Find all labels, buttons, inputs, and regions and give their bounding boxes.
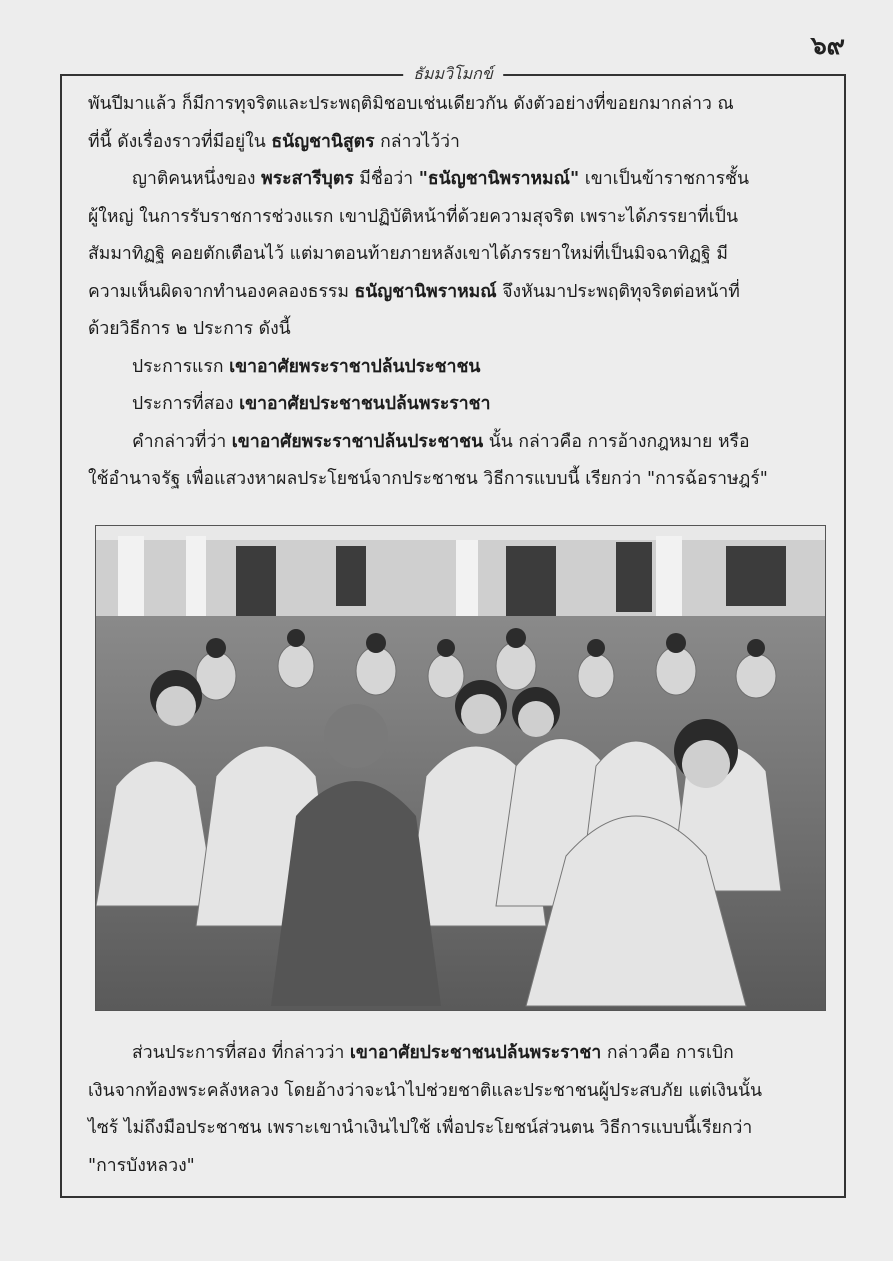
text: กล่าวคือ การเบิก — [601, 1043, 734, 1063]
text: ผู้ใหญ่ ในการรับราชการช่วงแรก เขาปฏิบัติหน้าที่ด้วยความสุจริต เพราะได้ภรรยาที่เป็น — [88, 206, 738, 227]
text: เขาเป็นข้าราชการชั้น — [579, 169, 750, 189]
text-line — [88, 236, 833, 274]
text: นั้น กล่าวคือ การอ้างกฎหมาย หรือ — [483, 431, 750, 452]
text: จึงหันมาประพฤติทุจริตต่อหน้าที่ — [496, 281, 740, 302]
text: กล่าวไว้ว่า — [374, 131, 460, 152]
text-line — [88, 424, 833, 462]
bold-text: พระสารีบุตร — [261, 169, 354, 189]
text: ส่วนประการที่สอง ที่กล่าวว่า — [132, 1043, 350, 1063]
bold-text: "ธนัญชานิพราหมณ์" — [418, 169, 580, 189]
text: ใช้อำนาจรัฐ เพื่อแสวงหาผลประโยชน์จากประชาชน วิธีการแบบนี้ เรียกว่า "การฉ้อราษฎร์" — [88, 469, 768, 489]
text: "การบังหลวง" — [88, 1155, 195, 1176]
text: คำกล่าวที่ว่า — [132, 431, 232, 452]
text-line — [88, 386, 833, 424]
text: ความเห็นผิดจากทำนองคลองธรรม — [88, 281, 355, 302]
text-line — [88, 124, 833, 162]
text: ด้วยวิธีการ ๒ ประการ ดังนี้ — [88, 319, 291, 339]
text: ประการแรก — [132, 356, 230, 377]
header-title: ธัมมวิโมกข์ — [403, 62, 503, 86]
bold-text: ธนัญชานิสูตร — [271, 131, 375, 152]
text: ประการที่สอง — [132, 394, 240, 414]
text: ไซร้ ไม่ถึงมือประชาชน เพราะเขานำเงินไปใช้ เพื่อประโยชน์ส่วนตน วิธีการแบบนี้เรียกว่า — [88, 1118, 753, 1138]
text-line — [88, 1073, 833, 1111]
text-line — [88, 199, 833, 237]
body-text-top — [88, 86, 833, 499]
photo-meditating-group — [95, 525, 826, 1011]
text-line — [88, 1148, 833, 1186]
bold-text: เขาอาศัยประชาชนปล้นพระราชา — [239, 394, 491, 414]
text: มีชื่อว่า — [353, 169, 419, 189]
bold-text: เขาอาศัยพระราชาปล้นประชาชน — [229, 356, 481, 377]
text-line — [88, 86, 833, 124]
bold-text: เขาอาศัยประชาชนปล้นพระราชา — [349, 1043, 602, 1063]
text: พันปีมาแล้ว ก็มีการทุจริตและประพฤติมิชอบเช่นเดียวกัน ดังตัวอย่างที่ขอยกมากล่าว ณ — [88, 94, 734, 114]
bold-text: เขาอาศัยพระราชาปล้นประชาชน — [231, 431, 484, 452]
text: ที่นี้ ดังเรื่องราวที่มีอยู่ใน — [88, 131, 272, 152]
text-line — [88, 161, 833, 199]
bold-text: ธนัญชานิพราหมณ์ — [354, 281, 497, 302]
text-line — [88, 461, 833, 499]
text-line — [88, 311, 833, 349]
text: เงินจากท้องพระคลังหลวง โดยอ้างว่าจะนำไปช่วยชาติและประชาชนผู้ประสบภัย แต่เงินนั้น — [88, 1080, 763, 1101]
page-number: ๖๙ — [810, 31, 845, 60]
text-line — [88, 349, 833, 387]
text-line — [88, 274, 833, 312]
body-text-bottom — [88, 1035, 833, 1185]
text: ญาติคนหนึ่งของ — [132, 169, 262, 189]
text: สัมมาทิฏฐิ คอยตักเตือนไว้ แต่มาตอนท้ายภายหลังเขาได้ภรรยาใหม่ที่เป็นมิจฉาทิฏฐิ มี — [88, 244, 728, 264]
text-line — [88, 1110, 833, 1148]
text-line — [88, 1035, 833, 1073]
